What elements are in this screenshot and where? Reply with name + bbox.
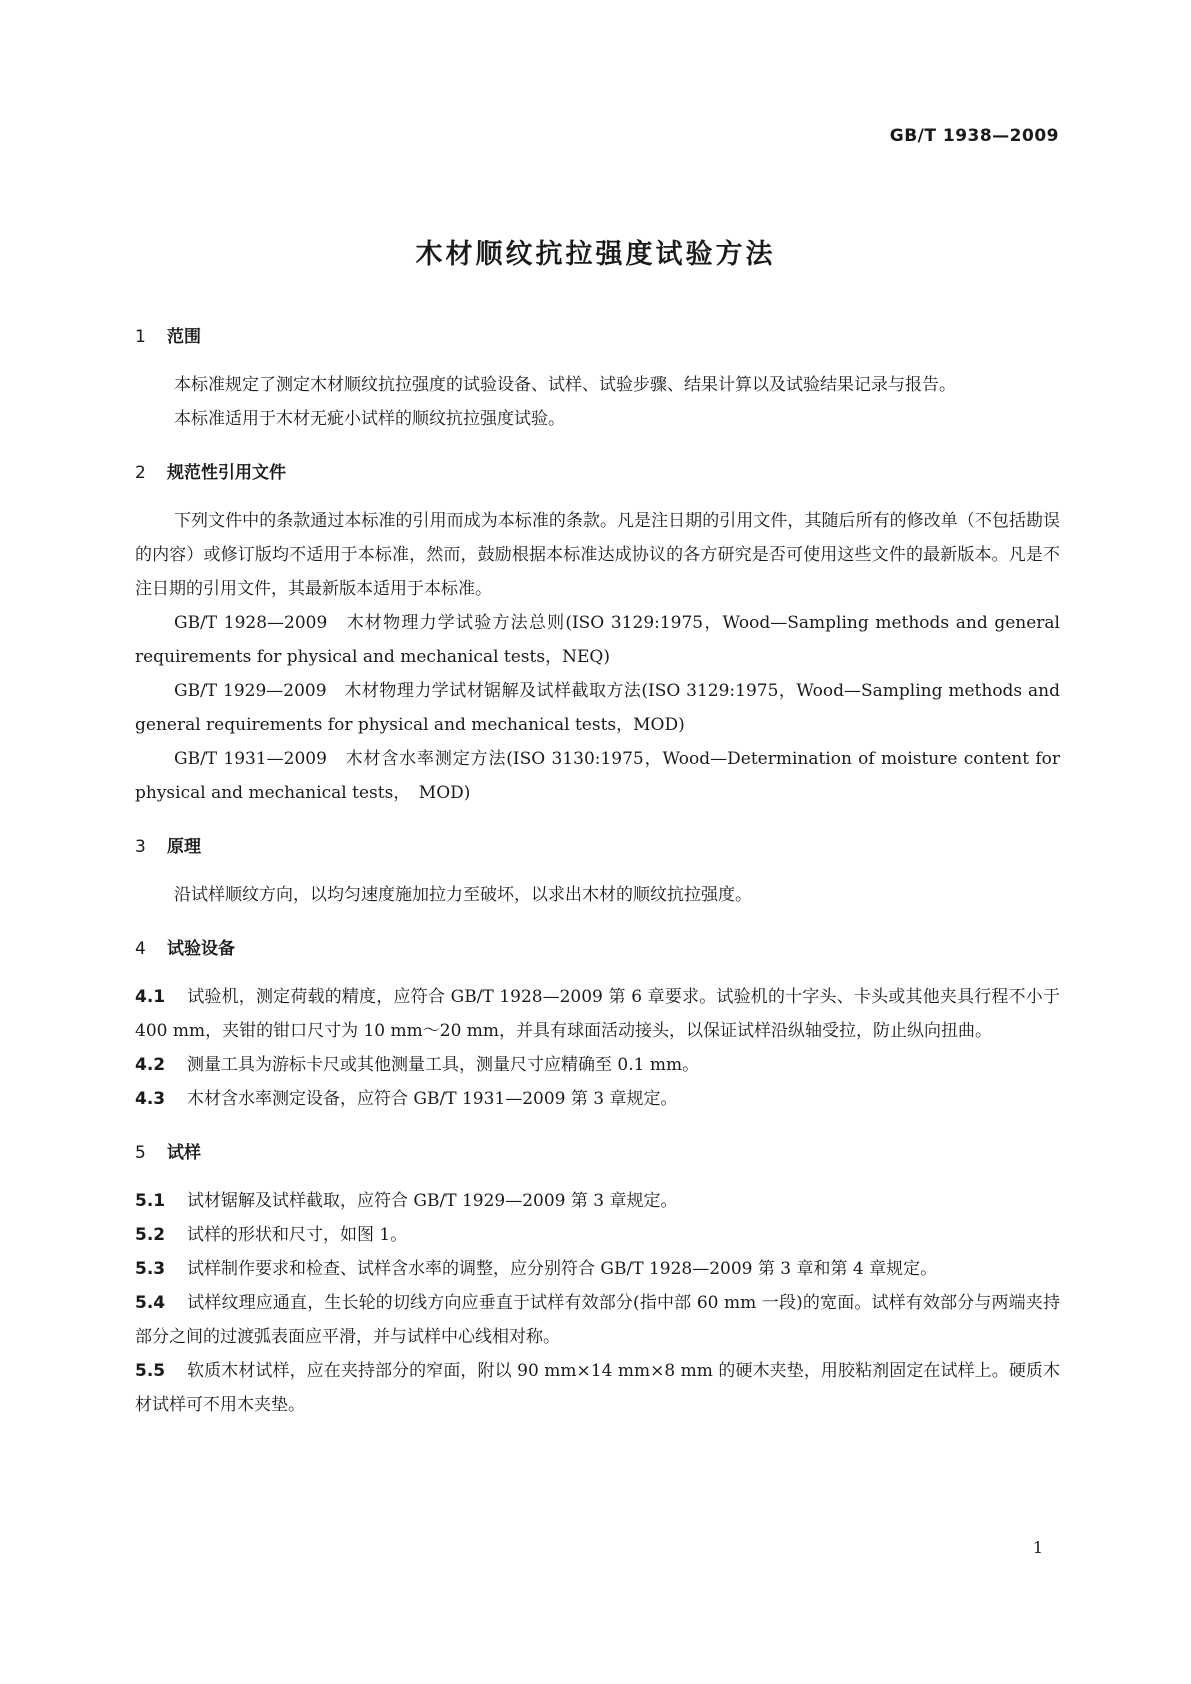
section-heading-specimen: [135, 1136, 1060, 1170]
clause-number: 5.1: [135, 1191, 166, 1211]
section-title: 原理: [167, 837, 201, 857]
clause: [135, 1184, 1060, 1218]
section-title: 规范性引用文件: [167, 463, 286, 483]
document-title: 木材顺纹抗拉强度试验方法: [415, 239, 776, 270]
clause: [135, 1048, 1060, 1082]
clause-number: 5.2: [135, 1225, 166, 1245]
clause: [135, 1286, 1060, 1354]
clause: [135, 1218, 1060, 1252]
clause-number: 5.5: [135, 1361, 166, 1381]
clause-number: 4.1: [135, 987, 166, 1007]
paragraph: 沿试样顺纹方向，以均匀速度施加拉力至破坏，以求出木材的顺纹抗拉强度。: [174, 885, 752, 905]
clause-text: 试材锯解及试样截取，应符合 GB/T 1929—2009 第 3 章规定。: [187, 1191, 678, 1211]
reference-entry: GB/T 1931—2009 木材含水率测定方法(ISO 3130:1975，Wood—Determination of moisture content for physical and mechanical tests， MOD): [135, 749, 1060, 803]
clause-number: 4.2: [135, 1055, 166, 1075]
standard-code: GB/T 1938—2009: [889, 126, 1059, 146]
section-heading-test-equipment: [135, 932, 1060, 966]
section-title: 试验设备: [167, 939, 235, 959]
clause-text: 软质木材试样，应在夹持部分的窄面，附以 90 mm×14 mm×8 mm 的硬木夹垫，用胶粘剂固定在试样上。硬质木材试样可不用木夹垫。: [135, 1361, 1060, 1415]
clause-text: 试验机，测定荷载的精度，应符合 GB/T 1928—2009 第 6 章要求。试验机的十字头、卡头或其他夹具行程不小于 400 mm，夹钳的钳口尺寸为 10 mm～20 mm，并具有球面活动接头，以保证试样沿纵轴受拉，防止纵向扭曲。: [135, 987, 1060, 1041]
clause-number: 5.3: [135, 1259, 166, 1279]
paragraph: 下列文件中的条款通过本标准的引用而成为本标准的条款。凡是注日期的引用文件，其随后所有的修改单（不包括勘误的内容）或修订版均不适用于本标准，然而，鼓励根据本标准达成协议的各方研究是否可使用这些文件的最新版本。凡是不注日期的引用文件，其最新版本适用于本标准。: [135, 511, 1060, 599]
paragraph: 本标准适用于木材无疵小试样的顺纹抗拉强度试验。: [174, 409, 565, 429]
section-number: 5: [135, 1143, 146, 1163]
clause-text: 试样的形状和尺寸，如图 1。: [187, 1225, 408, 1245]
section-title: 范围: [167, 327, 201, 347]
clause: [135, 1252, 1060, 1286]
section-heading-scope: [135, 320, 1060, 354]
section-number: 2: [135, 463, 146, 483]
clause: [135, 980, 1060, 1048]
reference-entry: GB/T 1928—2009 木材物理力学试验方法总则(ISO 3129:1975，Wood—Sampling methods and general requirements for physical and mechanical tests，NEQ): [135, 613, 1060, 667]
clause-number: 4.3: [135, 1089, 166, 1109]
document-body: [135, 320, 1060, 1422]
reference-entry: GB/T 1929—2009 木材物理力学试材锯解及试样截取方法(ISO 3129:1975，Wood—Sampling methods and general requirements for physical and mechanical tests，MOD): [135, 681, 1060, 735]
clause-text: 试样纹理应通直，生长轮的切线方向应垂直于试样有效部分(指中部 60 mm 一段)的宽面。试样有效部分与两端夹持部分之间的过渡弧表面应平滑，并与试样中心线相对称。: [135, 1293, 1060, 1347]
clause-text: 试样制作要求和检查、试样含水率的调整，应分别符合 GB/T 1928—2009 第 3 章和第 4 章规定。: [187, 1259, 938, 1279]
clause: [135, 1354, 1060, 1422]
section-heading-principle: [135, 830, 1060, 864]
paragraph: 本标准规定了测定木材顺纹抗拉强度的试验设备、试样、试验步骤、结果计算以及试验结果记录与报告。: [174, 375, 956, 395]
section-number: 4: [135, 939, 146, 959]
clause-text: 木材含水率测定设备，应符合 GB/T 1931—2009 第 3 章规定。: [187, 1089, 678, 1109]
clause: [135, 1082, 1060, 1116]
section-title: 试样: [167, 1143, 201, 1163]
clause-text: 测量工具为游标卡尺或其他测量工具，测量尺寸应精确至 0.1 mm。: [187, 1055, 700, 1075]
page-number: 1: [1032, 1538, 1043, 1557]
section-heading-normative-references: [135, 456, 1060, 490]
section-number: 1: [135, 327, 146, 347]
clause-number: 5.4: [135, 1293, 166, 1313]
section-number: 3: [135, 837, 146, 857]
